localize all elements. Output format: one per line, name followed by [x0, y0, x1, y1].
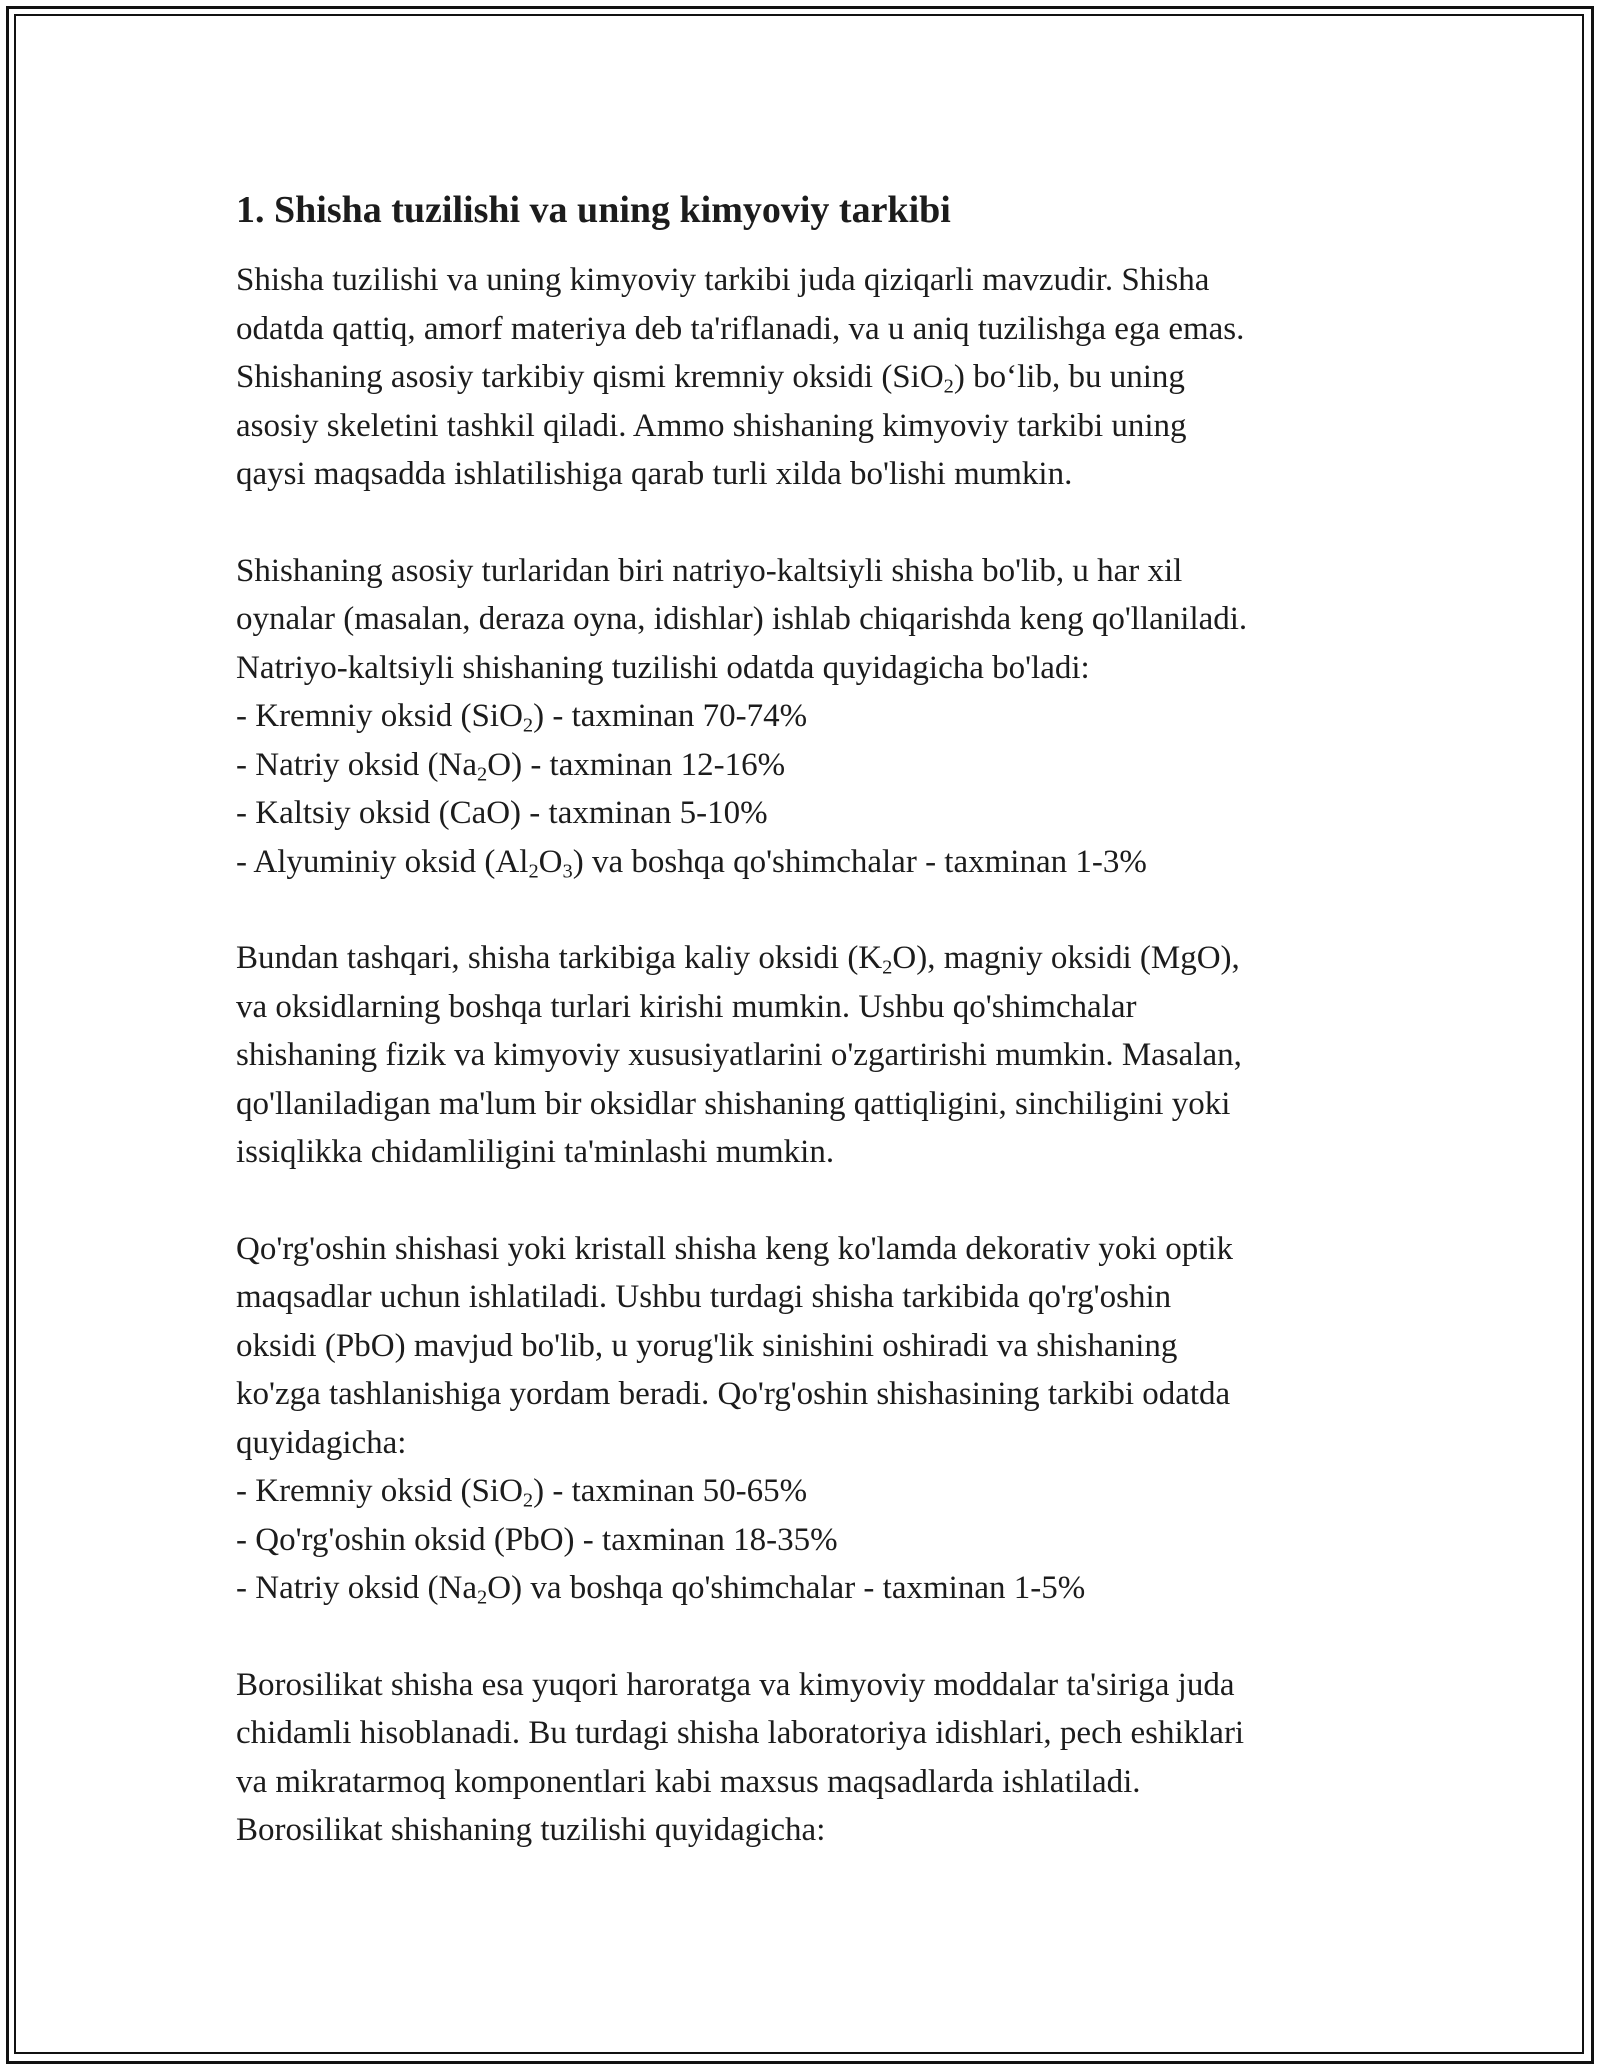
subscript: 2 — [522, 714, 534, 737]
document-page — [236, 186, 1366, 1903]
text-segment: issiqlikka chidamliligini ta'minlashi mumkin. — [236, 1134, 835, 1170]
text-line — [236, 305, 1366, 354]
text-segment: O) - taxminan 12-16% — [487, 746, 786, 783]
text-segment: chidamli hisoblanadi. Bu turdagi shisha laboratoriya idishlari, pech eshiklari — [236, 1715, 1245, 1751]
text-line — [236, 256, 1366, 305]
text-segment: Borosilikat shisha esa yuqori haroratga va kimyoviy moddalar ta'siriga juda — [236, 1666, 1235, 1703]
text-line — [236, 450, 1366, 499]
text-segment: - Alyuminiy oksid (Al — [236, 843, 529, 880]
subscript: 2 — [522, 1489, 534, 1512]
text-segment: va oksidlarning boshqa turlari kirishi mumkin. Ushbu qo'shimchalar — [236, 988, 1137, 1025]
text-segment: Bundan tashqari, shisha tarkibiga kaliy oksidi (K — [236, 940, 883, 976]
subscript: 3 — [562, 860, 573, 883]
text-line — [236, 353, 1366, 402]
text-segment: Borosilikat shishaning tuzilishi quyidagicha: — [236, 1812, 826, 1848]
text-segment: Qo'rg'oshin shishasi yoki kristall shisha keng ko'lamda dekorativ yoki optik — [236, 1230, 1234, 1267]
text-line — [236, 644, 1366, 693]
text-line — [236, 595, 1366, 644]
text-segment: - Natriy oksid (Na — [236, 1570, 478, 1606]
text-line — [236, 1322, 1366, 1371]
text-segment: odatda qattiq, amorf materiya deb ta'riflanadi, va u aniq tuzilishga ega emas. — [236, 310, 1245, 347]
text-line — [236, 1709, 1366, 1758]
text-segment: ) - taxminan 70-74% — [533, 698, 808, 734]
subscript: 2 — [528, 860, 539, 883]
text-line — [236, 402, 1366, 451]
text-line — [236, 1031, 1366, 1080]
text-line — [236, 789, 1366, 838]
text-line — [236, 1661, 1366, 1710]
text-line — [236, 1080, 1366, 1129]
text-line — [236, 1370, 1366, 1419]
text-line — [236, 692, 1366, 741]
paragraph — [236, 934, 1366, 1177]
text-segment: ko'zga tashlanishiga yordam beradi. Qo'rg'oshin shishasining tarkibi odatda — [236, 1376, 1231, 1412]
text-segment: oksidi (PbO) mavjud bo'lib, u yorug'lik sinishini oshiradi va shishaning — [236, 1327, 1178, 1364]
text-line — [236, 1467, 1366, 1516]
text-line — [236, 1273, 1366, 1322]
text-segment: - Kaltsiy oksid (CaO) - taxminan 5-10% — [236, 795, 768, 831]
subscript: 2 — [477, 763, 488, 786]
text-line — [236, 1419, 1366, 1468]
text-line — [236, 741, 1366, 790]
text-segment: shishaning fizik va kimyoviy xususiyatlarini o'zgartirishi mumkin. Masalan, — [236, 1037, 1242, 1073]
text-segment: asosiy skeletini tashkil qiladi. Ammo shishaning kimyoviy tarkibi uning — [236, 407, 1187, 444]
text-segment: ) va boshqa qo'shimchalar - taxminan 1-3% — [572, 843, 1147, 880]
subscript: 2 — [477, 1586, 488, 1609]
text-segment: O), magniy oksidi (MgO), — [892, 940, 1240, 976]
section-title: 1. Shisha tuzilishi va uning kimyoviy tarkibi — [236, 189, 951, 231]
text-segment: Shishaning asosiy tarkibiy qismi kremniy oksidi (SiO — [236, 359, 944, 395]
text-segment: Shisha tuzilishi va uning kimyoviy tarkibi juda qiziqarli mavzudir. Shisha — [236, 262, 1210, 298]
text-line — [236, 1516, 1366, 1565]
text-segment: ) - taxminan 50-65% — [533, 1473, 808, 1509]
subscript: 2 — [882, 956, 893, 979]
text-segment: qo'llaniladigan ma'lum bir oksidlar shishaning qattiqligini, sinchiligini yoki — [236, 1085, 1231, 1122]
text-line — [236, 1758, 1366, 1807]
text-segment: ) bo‘lib, bu uning — [953, 359, 1185, 395]
text-line — [236, 983, 1366, 1032]
text-segment: - Qo'rg'oshin oksid (PbO) - taxminan 18-35% — [236, 1521, 838, 1558]
text-segment: O — [538, 843, 563, 880]
document-body — [236, 256, 1366, 1855]
text-segment: qaysi maqsadda ishlatilishiga qarab turli xilda bo'lishi mumkin. — [236, 456, 1073, 492]
text-line — [236, 934, 1366, 983]
paragraph — [236, 1661, 1366, 1855]
text-segment: Natriyo-kaltsiyli shishaning tuzilishi odatda quyidagicha bo'ladi: — [236, 649, 1090, 686]
paragraph — [236, 1225, 1366, 1613]
text-segment: maqsadlar uchun ishlatiladi. Ushbu turdagi shisha tarkibida qo'rg'oshin — [236, 1279, 1172, 1315]
text-line — [236, 1806, 1366, 1855]
text-segment: - Natriy oksid (Na — [236, 746, 478, 783]
paragraph — [236, 547, 1366, 887]
subscript: 2 — [943, 375, 954, 398]
paragraph — [236, 256, 1366, 499]
text-segment: Shishaning asosiy turlaridan biri natriyo-kaltsiyli shisha bo'lib, u har xil — [236, 552, 1183, 589]
text-segment: oynalar (masalan, deraza oyna, idishlar) ishlab chiqarishda keng qo'llaniladi. — [236, 601, 1248, 637]
text-segment: - Kremniy oksid (SiO — [236, 698, 523, 734]
text-line — [236, 838, 1366, 887]
text-line — [236, 1564, 1366, 1613]
text-line — [236, 1128, 1366, 1177]
text-segment: O) va boshqa qo'shimchalar - taxminan 1-5% — [487, 1570, 1086, 1606]
text-line — [236, 1225, 1366, 1274]
text-line — [236, 547, 1366, 596]
text-segment: va mikratarmoq komponentlari kabi maxsus maqsadlarda ishlatiladi. — [236, 1763, 1141, 1800]
text-segment: - Kremniy oksid (SiO — [236, 1473, 523, 1509]
text-segment: quyidagicha: — [236, 1424, 407, 1461]
